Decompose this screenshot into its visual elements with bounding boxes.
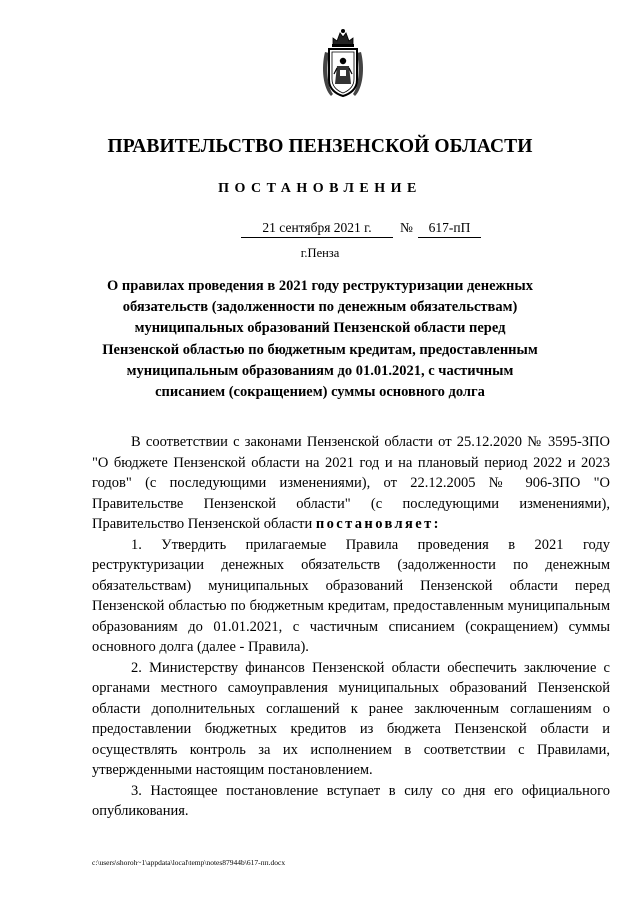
decree-date: 21 сентября 2021 г. <box>241 220 393 238</box>
document-type: ПОСТАНОВЛЕНИЕ <box>218 181 422 196</box>
item-1-paragraph: 1. Утвердить прилагаемые Правила проведения в 2021 году реструктуризации денежных обязательств (задолженности по денежным обязательствам) муниципальных образований Пензенской области перед Пензенской областью по бюджетным кредитам, предоставленным муниципальным образованиям до 01.01.2021, с частичным списанием (сокращением) суммы основного долга (далее - Правила). <box>92 536 610 655</box>
file-path-footer: c:\users\shoroh~1\appdata\local\temp\notes87944b\617-пп.docx <box>92 858 286 867</box>
city: г.Пенза <box>300 246 340 260</box>
document-body <box>92 432 610 822</box>
item-3-paragraph: 3. Настоящее постановление вступает в силу со дня его официального опубликования. <box>92 782 610 819</box>
penza-oblast-coat-of-arms-icon <box>319 28 367 98</box>
decree-number: 617-пП <box>418 220 481 238</box>
preamble-paragraph <box>92 432 610 535</box>
government-name: ПРАВИТЕЛЬСТВО ПЕНЗЕНСКОЙ ОБЛАСТИ <box>107 136 533 157</box>
date-number-line <box>241 220 483 238</box>
item-2-paragraph: 2. Министерству финансов Пензенской области обеспечить заключение с органами местного самоуправления муниципальных образований Пензенской области дополнительных соглашений к ранее заключенным соглашениям о предоставлении бюджетных кредитов из бюджета Пензенской области и осуществлять контроль за их исполнением в соответствии с Правилами, утвержденными настоящим постановлением. <box>92 659 610 778</box>
document-title: О правилах проведения в 2021 году реструктуризации денежных обязательств (задолженности по денежным обязательствам) муниципальных образований Пензенской области перед Пензенской областью по бюджетным кредитам, предоставленным муниципальным образованиям до 01.01.2021, с частичным списанием (сокращением) суммы основного долга <box>102 278 538 401</box>
preamble-text: В соответствии с законами Пензенской области от 25.12.2020 № 3595-ЗПО "О бюджете Пензенской области на 2021 год и на плановый период 2022 и 2023 годов" (с последующими изменениями), от 22.12.2005 № 906-ЗПО "О Правительстве Пензенской области" (с последующими изменениями), Правительство Пензенской области <box>92 434 610 532</box>
resolves-word: постановляет: <box>315 516 441 532</box>
number-label: № <box>400 220 413 235</box>
